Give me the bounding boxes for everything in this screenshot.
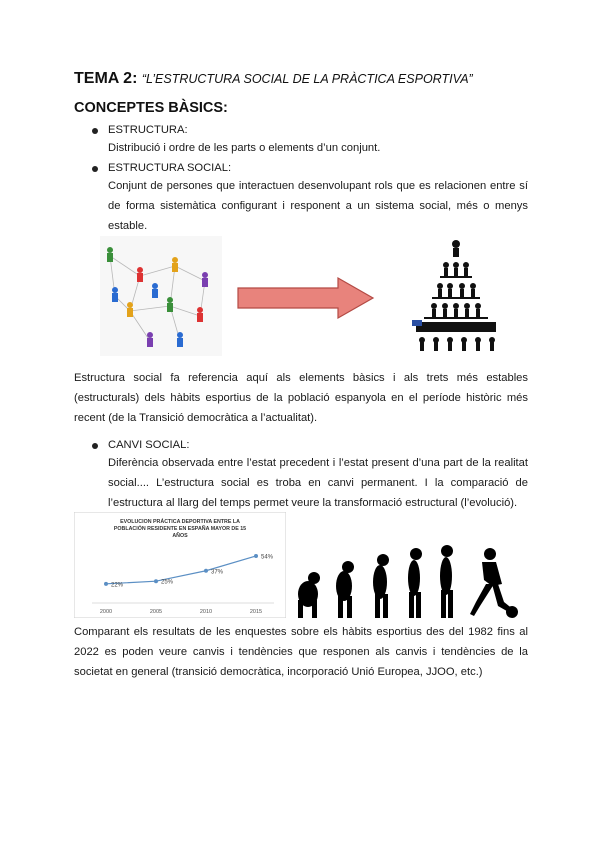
chart-title-line-3: AÑOS	[172, 533, 188, 539]
social-network-illustration	[100, 236, 222, 356]
right-arrow-icon	[236, 276, 376, 320]
chart-point	[254, 554, 258, 558]
chart-x-tick-label: 2000	[99, 609, 113, 615]
definition-estructura-social: Conjunt de persones que interactuen desenvolupant rols que es relacionen entre sí de forma sistemàtica configurant i responent a un sistema social, més o menys estable.	[108, 180, 528, 232]
chart-point	[204, 569, 208, 573]
definition-canvi-social: Diferència observada entre l’estat precedent i l’estat present d’una part de la realitat social.... L’estructura social es troba en canvi permanent. I la comparació de l’estructura al llarg del temps permet veure la transformació estructural (l’evolució).	[108, 457, 528, 509]
bullet-icon	[92, 166, 98, 172]
chart-title-line-2: POBLACIÓN RESIDENTE EN ESPAÑA MAYOR DE 15	[113, 526, 247, 532]
chart-data-label: 25%	[161, 579, 174, 586]
tema-title: “L’ESTRUCTURA SOCIAL DE LA PRÀCTICA ESPORTIVA”	[141, 72, 473, 86]
paragraph-estructura-social: Estructura social fa referencia aquí als elements bàsics i als trets més estables (estructurals) dels hàbits esportius de la població espanyola en el període històric més recent (de la Transició democràtica a l’actualitat).	[74, 372, 528, 424]
chart-data-label: 54%	[261, 554, 274, 561]
social-pyramid-illustration	[410, 236, 502, 354]
evolution-illustration	[292, 540, 524, 620]
bullet-icon	[92, 443, 98, 449]
term-canvi-social: CANVI SOCIAL:	[108, 439, 190, 451]
sport-practice-chart	[74, 512, 286, 618]
chart-point	[154, 579, 158, 583]
term-estructura: ESTRUCTURA:	[108, 124, 188, 136]
chart-x-tick-label: 2010	[199, 609, 213, 615]
chart-x-tick-label: 2015	[249, 609, 263, 615]
chart-data-label: 37%	[211, 569, 224, 576]
page-title	[74, 70, 473, 88]
chart-point	[104, 582, 108, 586]
section-heading: CONCEPTES BÀSICS:	[74, 100, 228, 116]
bullet-icon	[92, 128, 98, 134]
chart-title-line-1: EVOLUCION PRÁCTICA DEPORTIVA ENTRE LA	[120, 519, 240, 525]
definition-estructura: Distribució i ordre de les parts o elements d’un conjunt.	[108, 142, 381, 154]
paragraph-comparant: Comparant els resultats de les enquestes sobre els hàbits esportius des del 1982 fins al 2022 es poden veure canvis i tendències que responen als canvis i tendències de la societat en general (transició democràtica, incorporació Unió Europea, JJOO, etc.)	[74, 626, 528, 678]
tema-prefix: TEMA 2:	[74, 70, 138, 87]
chart-x-tick-label: 2005	[149, 609, 163, 615]
term-estructura-social: ESTRUCTURA SOCIAL:	[108, 162, 232, 174]
chart-data-label: 22%	[111, 582, 124, 589]
